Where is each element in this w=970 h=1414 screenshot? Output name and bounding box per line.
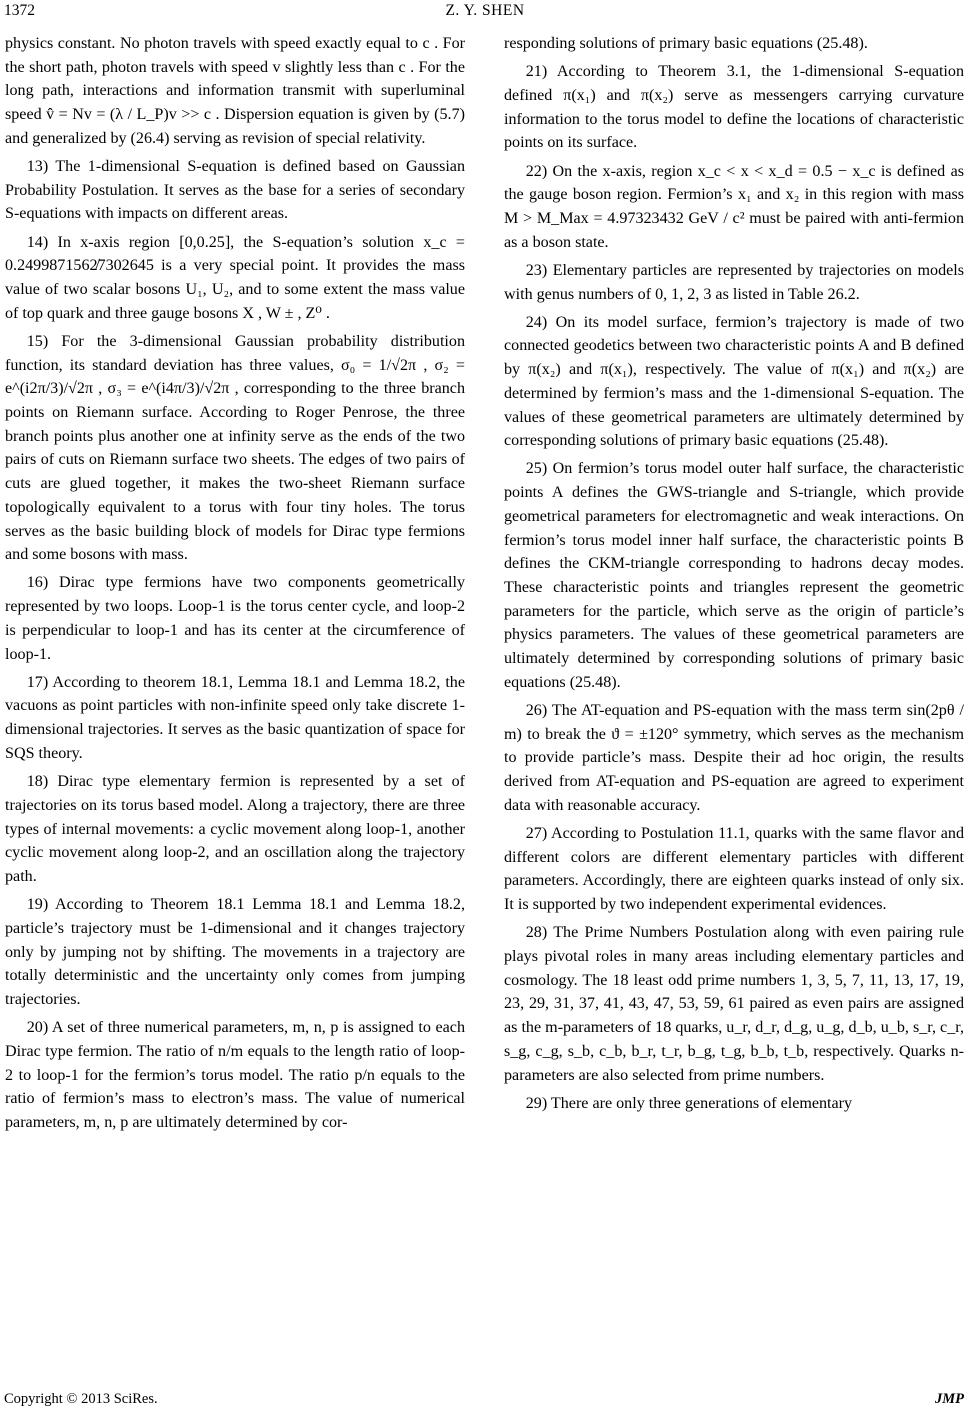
paragraph-23: 23) Elementary particles are represented by trajectories on models with genus numbers of 0, 1, 2, 3 as listed in Table 26.2. [504, 261, 964, 303]
running-author: Z. Y. SHEN [445, 2, 525, 19]
paragraph-28: 28) The Prime Numbers Postulation along with even pairing rule plays pivotal roles in many areas including elementary particles and cosmology. The 18 least odd prime numbers 1, 3, 5, 7, 11, 13, 17, 19, 23, 29, 31, 37, 41, 43, 47, 53, 59, 61 paired as even pairs are assigned as the m-parameters of 18 quarks, u_r, d_r, d_g, u_g, d_b, u_b, s_r, c_r, s_g, c_g, s_b, c_b, b_r, t_r, b_g, t_g, b_b, t_b, respectively. Quarks n-parameters are also selected from prime numbers. [504, 924, 964, 1084]
paragraph-24: 24) On its model surface, fermion’s trajectory is made of two connected geodetics between two characteristic points A and B defined by π(x₂) and π(x₁), respectively. The value of π(x₁) and π(x₂) are determined by fermion’s mass and the 1-dimensional S-equation. The values of these geometrical parameters are ultimately determined by corresponding solutions of primary basic equations (25.48). [504, 313, 964, 450]
paragraph-26: 26) The AT-equation and PS-equation with the mass term sin(2pθ / m) to break the ϑ = ±120° symmetry, which serves as the mechanism to provide particle’s mass. Despite their ad hoc origin, the results derived from AT-equation and PS-equation are agreed to experiment data with reasonable accuracy. [504, 701, 964, 814]
paragraph-20-continued: responding solutions of primary basic equations (25.48). [504, 35, 868, 52]
paragraph-16: 16) Dirac type fermions have two components geometrically represented by two loops. Loop-1 is the torus center cycle, and loop-2 is perpendicular to loop-1 and has its center at the circumference of loop-1. [5, 574, 465, 663]
left-column [5, 32, 465, 1139]
copyright-notice: Copyright © 2013 SciRes. [4, 1391, 158, 1407]
paragraph-17: 17) According to theorem 18.1, Lemma 18.1 and Lemma 18.2, the vacuons as point particles with non-infinite speed only take discrete 1-dimensional trajectories. It serves as the basic quantization of space for SQS theory. [5, 673, 465, 762]
paragraph-19: 19) According to Theorem 18.1 Lemma 18.1 and Lemma 18.2, particle’s trajectory must be 1-dimensional and it changes trajectory only by jumping not by shifting. The movements in a trajectory are totally deterministic and the uncertainty only comes from jumping trajectories. [5, 896, 465, 1008]
page-number: 1372 [4, 2, 35, 19]
paragraph-13: 13) The 1-dimensional S-equation is defined based on Gaussian Probability Postulation. It serves as the base for a series of secondary S-equations with impacts on different areas. [5, 158, 465, 223]
paragraph-27: 27) According to Postulation 11.1, quarks with the same flavor and different colors are different elementary particles with different parameters. Accordingly, there are eighteen quarks instead of only six. It is supported by two independent experimental evidences. [504, 825, 964, 914]
right-column [504, 32, 964, 1120]
paragraph-15: 15) For the 3-dimensional Gaussian probability distribution function, its standard deviation has three values, σ₀ = 1/√2π , σ₂ = e^(i2π/3)/√2π , σ₃ = e^(i4π/3)/√2π , corresponding to the three branch points on Riemann surface. According to Roger Penrose, the three branch points plus another one at infinity serve as the ends of the two pairs of cuts on Riemann surface two sheets. The edges of two pairs of cuts are glued together, it makes the two-sheet Riemann surface topologically equivalent to a torus with four tiny holes. The torus serves as the basic building block of models for Dirac type fermions and some bosons with mass. [5, 332, 465, 564]
paragraph-12-continued: physics constant. No photon travels with speed exactly equal to c . For the short path, photon travels with speed v slightly less than c . For the long path, interactions and information transmit with superluminal speed v̂ = Nv = (λ / L_P)v >> c . Dispersion equation is given by (5.7) and generalized by (26.4) serving as revision of special relativity. [5, 35, 465, 147]
paragraph-29: 29) There are only three generations of elementary [525, 1094, 853, 1112]
paragraph-25: 25) On fermion’s torus model outer half surface, the characteristic points A defines the GWS-triangle and S-triangle, which provide geometrical parameters for electromagnetic and weak interactions. On fermion’s torus model inner half surface, the characteristic points B defines the CKM-triangle corresponding to hadrons decay modes. These characteristic points and triangles represent the geometric parameters for the particle, which serve as the origin of particle’s physics parameters. The values of these geometrical parameters are ultimately determined by corresponding solutions of primary basic equations (25.48). [504, 460, 964, 691]
paragraph-18: 18) Dirac type elementary fermion is represented by a set of trajectories on its torus based model. Along a trajectory, there are three types of internal movements: a cyclic movement along loop-1, another cyclic movement along loop-2, and an oscillation along the trajectory path. [5, 773, 465, 885]
paragraph-22: 22) On the x-axis, region x_c < x < x_d = 0.5 − x_c is defined as the gauge boson region. Fermion’s x₁ and x₂ in this region with mass M > M_Max = 4.97323432 GeV / c² must be paired with anti-fermion as a boson state. [504, 162, 964, 251]
paragraph-21: 21) According to Theorem 3.1, the 1-dimensional S-equation defined π(x₁) and π(x₂) serve as messengers carrying curvature information to the torus model to define the locations of characteristic points on its surface. [504, 63, 964, 152]
journal-abbreviation: JMP [935, 1391, 964, 1407]
page-header [0, 0, 970, 22]
paragraph-14: 14) In x-axis region [0,0.25], the S-equation’s solution x_c = 0.2499871562̸7302645 is a very special point. It provides the mass value of two scalar bosons U₁, U₂, and to some extent the mass value of top quark and three gauge bosons X , W ± , Z⁰ . [5, 233, 465, 322]
paragraph-20: 20) A set of three numerical parameters, m, n, p is assigned to each Dirac type fermion. The ratio of n/m equals to the length ratio of loop-2 to loop-1 for the fermion’s torus model. The ratio p/n equals to the ratio of fermion’s mass to electron’s mass. The value of numerical parameters, m, n, p are ultimately determined by cor- [5, 1019, 465, 1131]
